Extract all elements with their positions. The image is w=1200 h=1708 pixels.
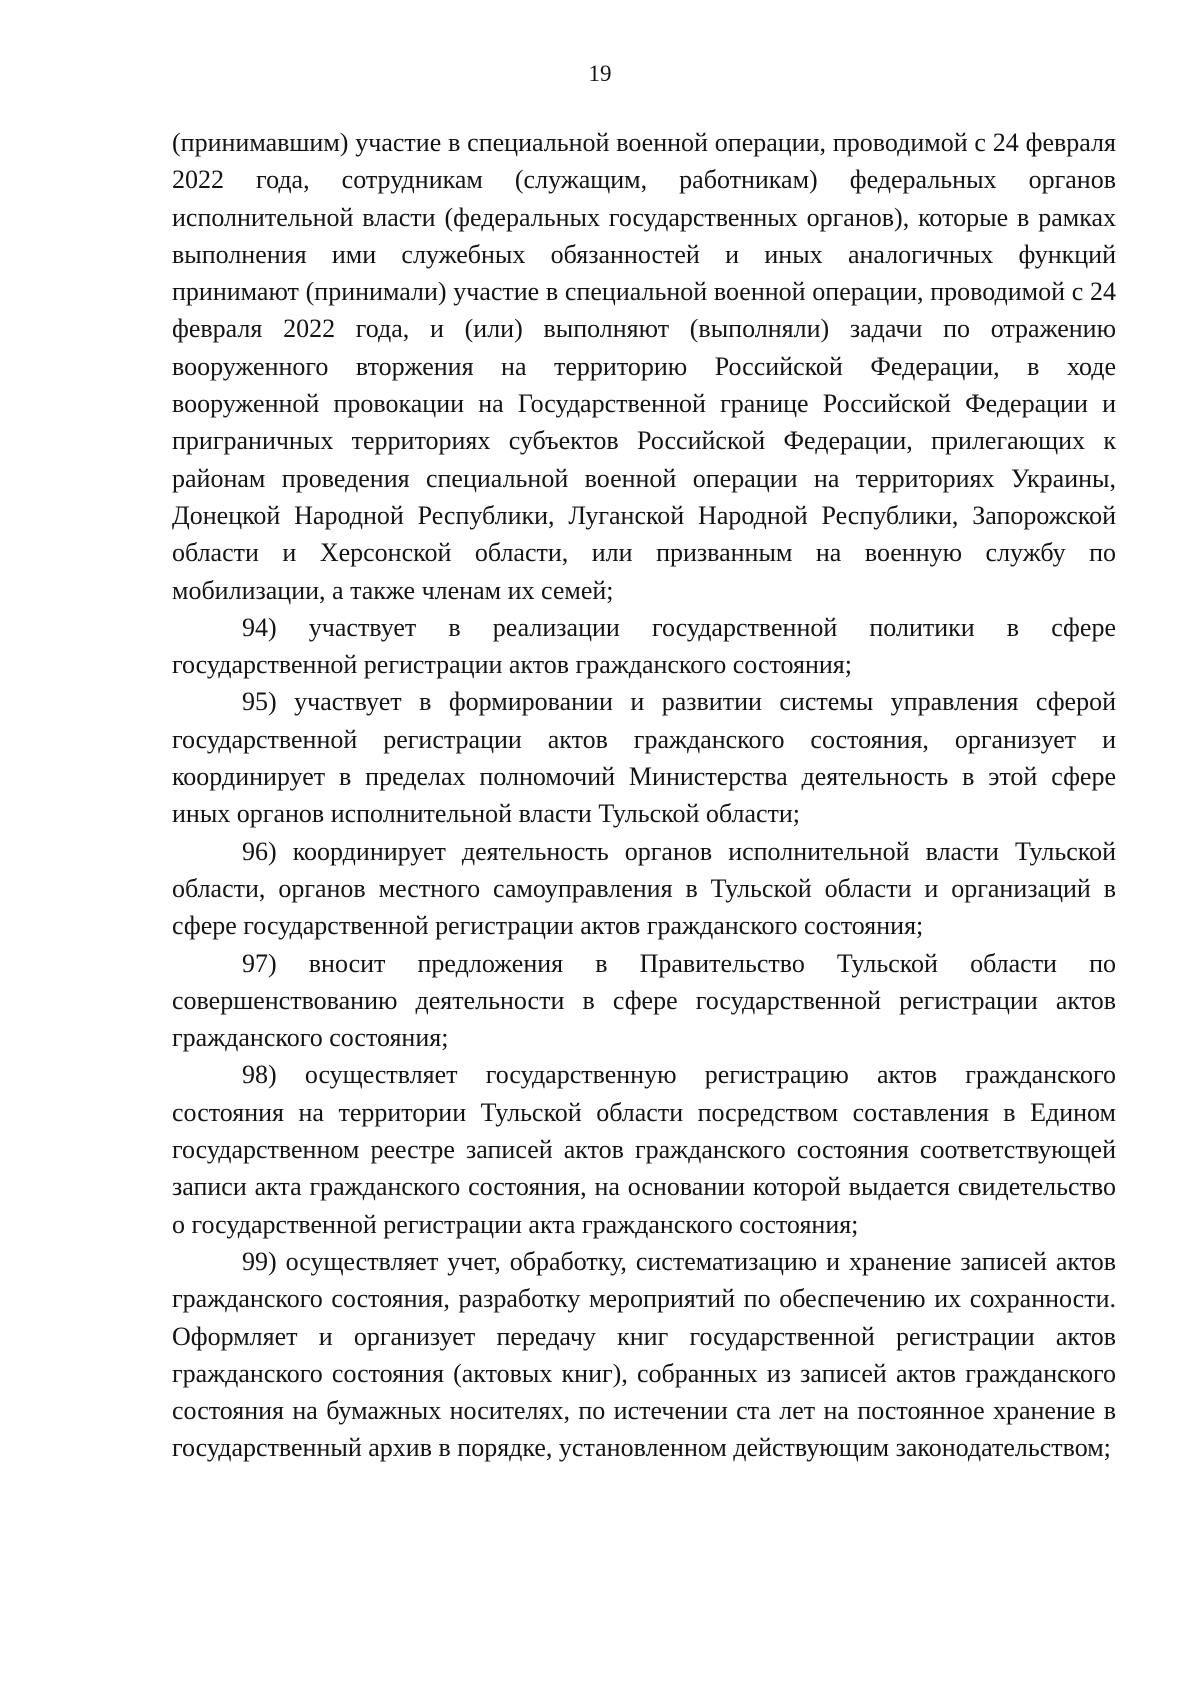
paragraph-item-99: 99) осуществляет учет, обработку, систематизацию и хранение записей актов гражданского состояния, разработку мероприятий по обеспечению их сохранности. Оформляет и организует передачу книг государственной регистрации актов гражданского состояния (актовых книг), собранных из записей актов гражданского состояния на бумажных носителях, по истечении ста лет на постоянное хранение в государственный архив в порядке, установленном действующим законодательством; bbox=[172, 1246, 1116, 1463]
paragraph-item-97: 97) вносит предложения в Правительство Тульской области по совершенствованию деятельности в сфере государственной регистрации актов гражданского состояния; bbox=[172, 948, 1116, 1053]
page-number: 19 bbox=[588, 61, 612, 86]
paragraph-continuation: (принимавшим) участие в специальной военной операции, проводимой с 24 февраля 2022 года, сотрудникам (служащим, работникам) федеральных органов исполнительной власти (федеральных государственных органов), которые в рамках выполнения ими служебных обязанностей и иных аналогичных функций принимают (принимали) участие в специальной военной операции, проводимой с 24 февраля 2022 года, и (или) выполняют (выполняли) задачи по отражению вооруженного вторжения на территорию Российской Федерации, в ходе вооруженной провокации на Государственной границе Российской Федерации и приграничных территориях субъектов Российской Федерации, прилегающих к районам проведения специальной военной операции на территориях Украины, Донецкой Народной Республики, Луганской Народной Республики, Запорожской области и Херсонской области, или призванным на военную службу по мобилизации, а также членам их семей; bbox=[172, 128, 1116, 605]
paragraph-item-98: 98) осуществляет государственную регистрацию актов гражданского состояния на территории Тульской области посредством составления в Едином государственном реестре записей актов гражданского состояния соответствующей записи акта гражданского состояния, на основании которой выдается свидетельство о государственной регистрации акта гражданского состояния; bbox=[172, 1060, 1116, 1239]
paragraph-item-94: 94) участвует в реализации государственной политики в сфере государственной регистрации актов гражданского состояния; bbox=[172, 612, 1116, 680]
paragraph-item-95: 95) участвует в формировании и развитии системы управления сферой государственной регистрации актов гражданского состояния, организует и координирует в пределах полномочий Министерства деятельность в этой сфере иных органов исполнительной власти Тульской области; bbox=[172, 687, 1116, 829]
document-body bbox=[172, 124, 1116, 1467]
paragraph-item-96: 96) координирует деятельность органов исполнительной власти Тульской области, органов местного самоуправления в Тульской области и организаций в сфере государственной регистрации актов гражданского состояния; bbox=[172, 836, 1116, 941]
